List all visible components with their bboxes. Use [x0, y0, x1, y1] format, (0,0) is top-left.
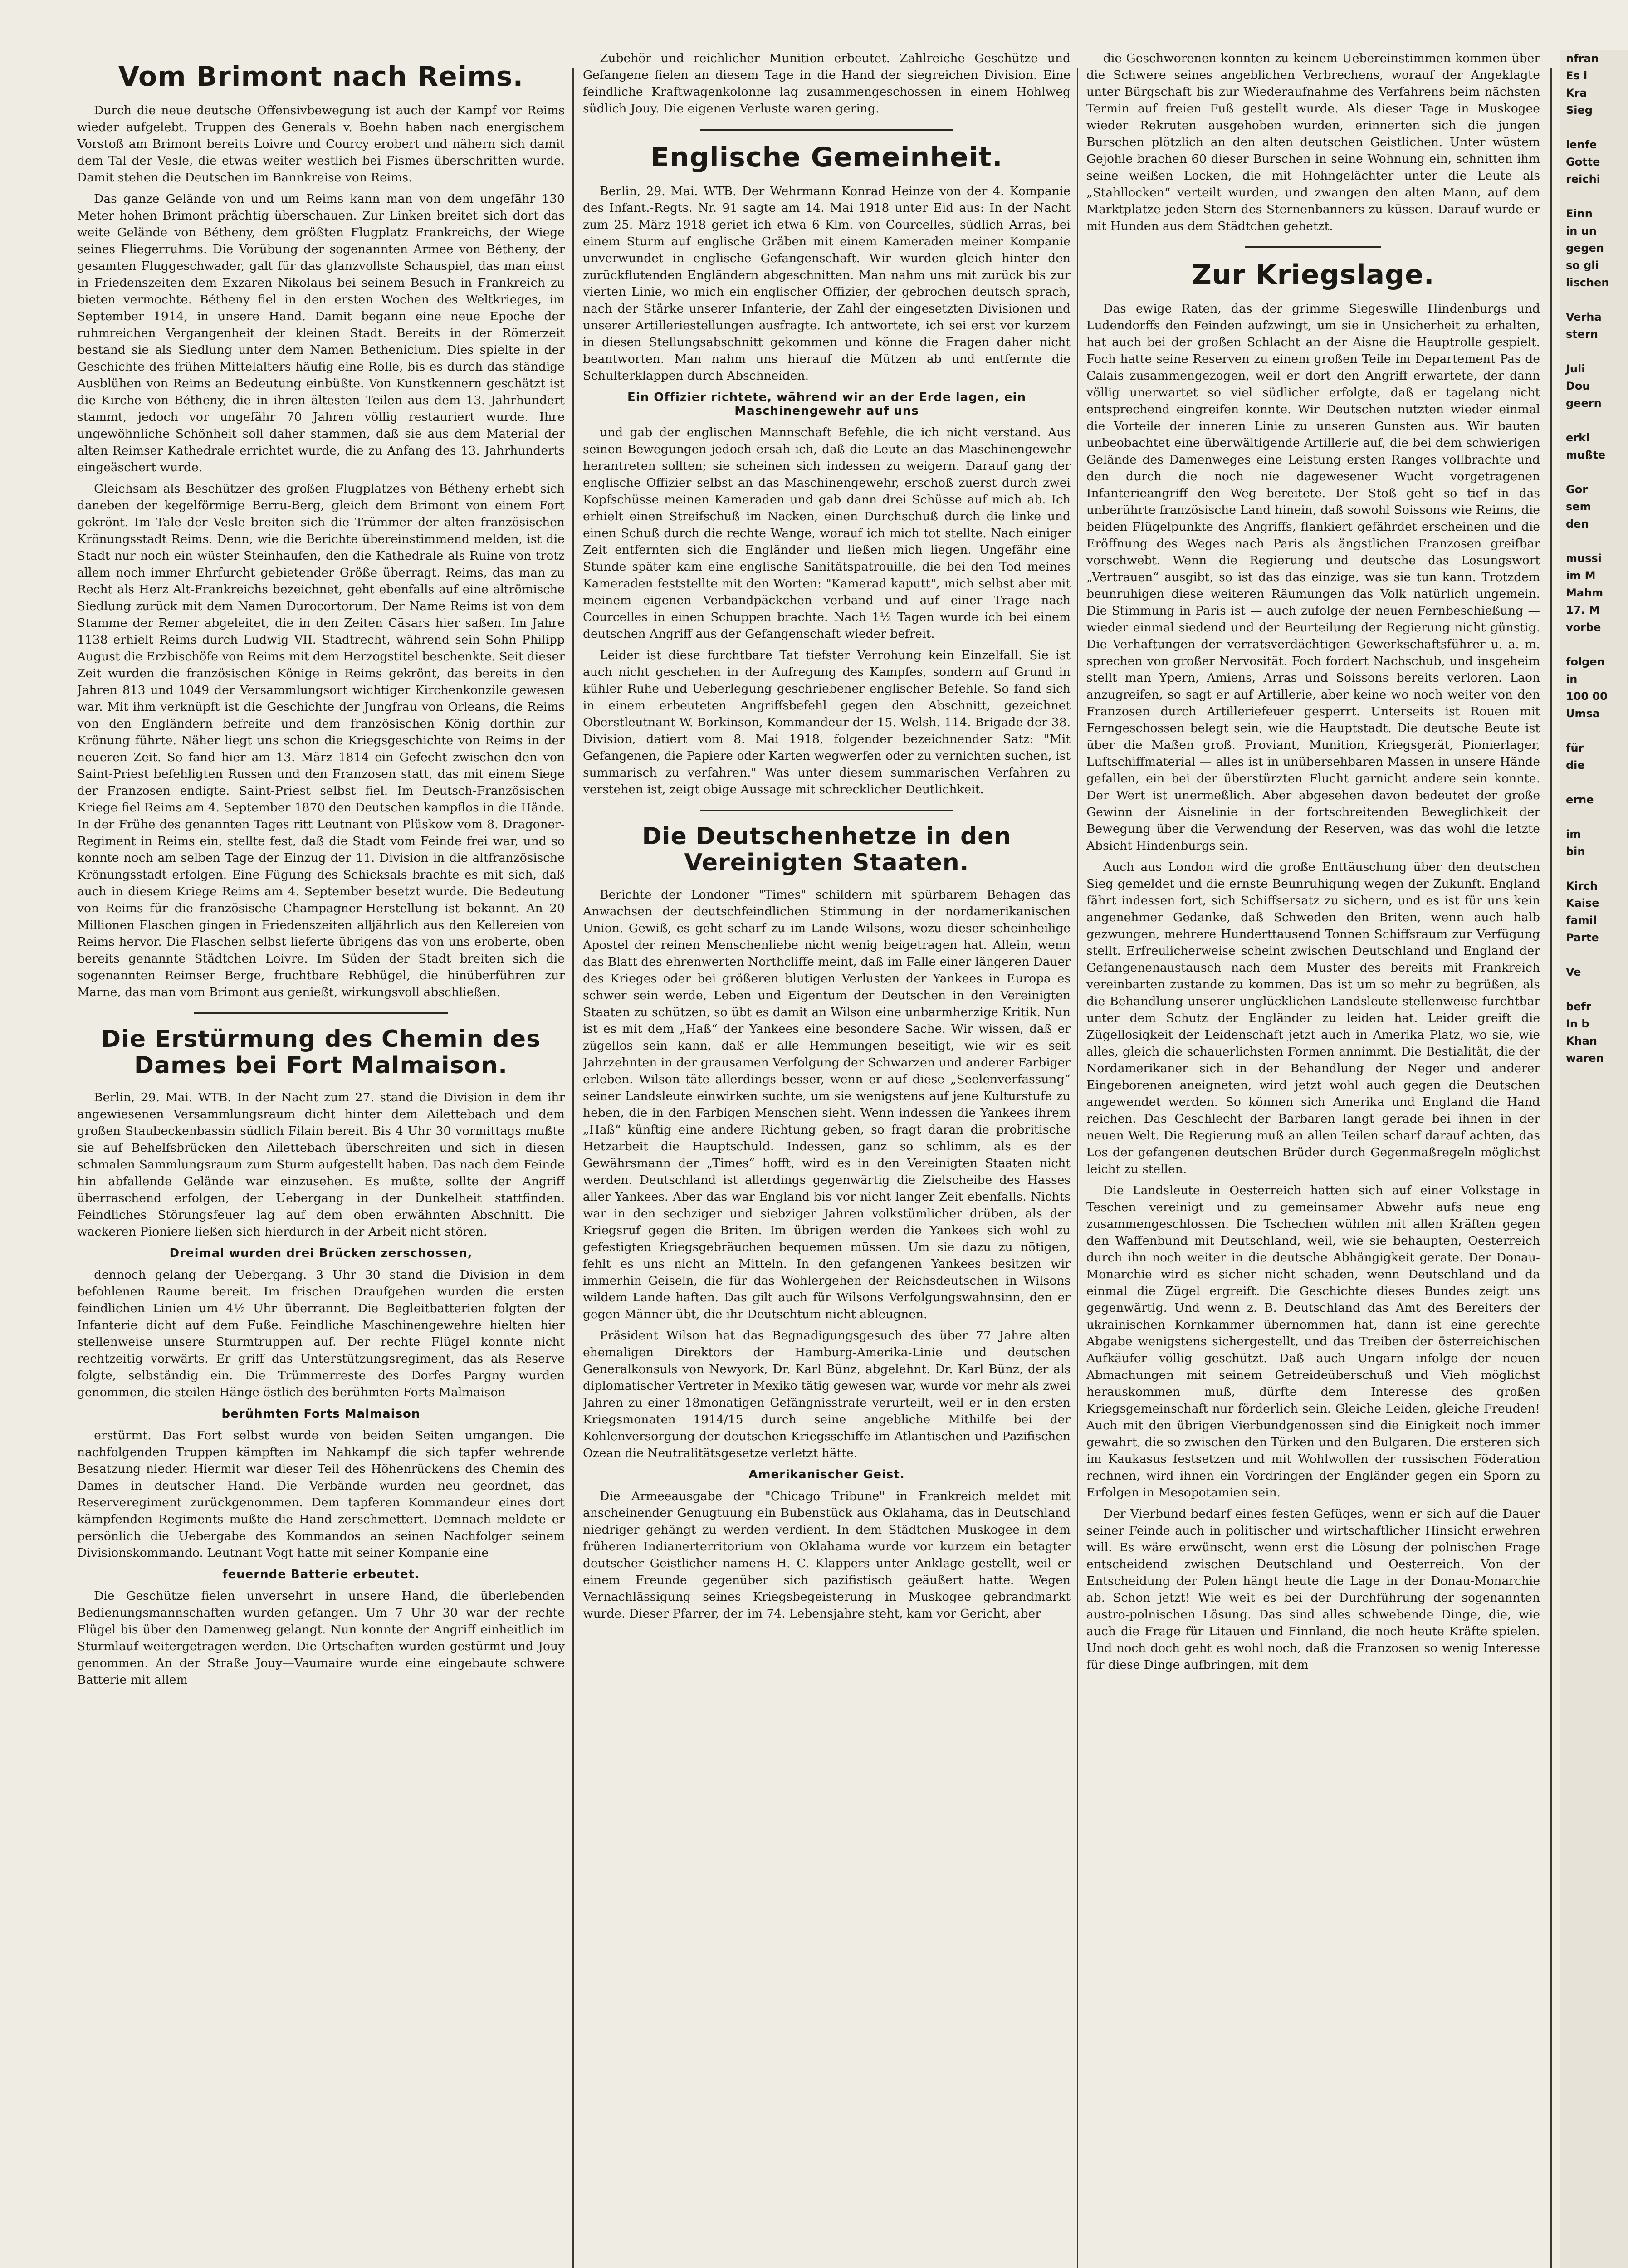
cutoff-line: Umsa	[1566, 707, 1600, 720]
cutoff-line: Gor	[1566, 483, 1588, 496]
cutoff-line: Gotte	[1566, 156, 1600, 168]
cutoff-line: Ve	[1566, 966, 1581, 978]
headline-englische-gemeinheit: Englische Gemeinheit.	[650, 142, 1003, 173]
cutoff-line	[1560, 412, 1628, 429]
cutoff-line: so gli	[1566, 259, 1599, 272]
cutoff-line	[1560, 981, 1628, 998]
cutoff-line: befr	[1566, 1000, 1591, 1013]
cutoff-line: folgen	[1566, 655, 1605, 668]
cutoff-line	[1560, 860, 1628, 877]
cutoff-line: Kra	[1566, 87, 1587, 99]
cutoff-line: waren	[1566, 1052, 1604, 1065]
column-4-cutoff	[1560, 50, 1628, 2268]
cutoff-line: Einn	[1566, 207, 1593, 220]
cutoff-line: Juli	[1566, 362, 1585, 375]
cutoff-line	[1560, 774, 1628, 791]
article-separator	[1245, 246, 1381, 248]
article-paragraph: Berlin, 29. Mai. WTB. Der Wehrmann Konrad Heinze von der 4. Kompanie des Infant.-Regts. Nr. 91 sagte am 14. Mai 1918 unter Eid aus: In der Nacht zum 25. März 1918 geriet ich etwa 6 Klm. von Courcelles, südlich Arras, bei einem Sturm auf englische Gräben mit einem Kameraden meiner Kompanie unverwundet in englische Gefangenschaft. Wir wurden gleich hinter den zurückflutenden Engländern abgeschnitten. Man nahm uns mit zurück bis zur vierten Linie, wo mich ein englischer Offizier, der gebrochen deutsch sprach, nach der Stärke unserer Infanterie, der Zahl der eingesetzten Divisionen und unserer Artilleriestellungen ausfragte. Ich antwortete, ich sei erst vor kurzem in diesen Stellungsabschnitt gekommen und könne die Fragen daher nicht beantworten. Man nahm uns hierauf die Mützen ab und entfernte die Schulterklappen durch Abschneiden.	[583, 184, 1071, 383]
cutoff-line: in	[1566, 673, 1578, 685]
cutoff-line	[1560, 636, 1628, 653]
cutoff-line	[1560, 533, 1628, 550]
cutoff-line: famil	[1566, 914, 1597, 927]
article-paragraph: Die Armeeausgabe der "Chicago Tribune" in Frankreich meldet mit anscheinender Genugtuung ein Bubenstück aus Oklahama, das in Deutschland niedriger gehängt zu werden verdient. In dem Städtchen Muskogee in dem früheren Indianerterritorium von Oklahama wurde vor kurzem ein betagter deutscher Geistlicher namens H. C. Klappers unter Anklage gestellt, weil er einem Freunde gegenüber sich pazifistisch geäußert hatte. Wegen Vernachlässigung seines Kriegsbegeisterung in Muskogee gebrandmarkt wurde. Dieser Pfarrer, der im 74. Lebensjahre steht, kam vor Gericht, aber	[583, 1489, 1071, 1621]
article-paragraph: Auch aus London wird die große Enttäuschung über den deutschen Sieg gemeldet und die ernste Beunruhigung wegen der Zukunft. England fährt indessen fort, sich Schiffsersatz zu sichern, und es ist für uns kein angenehmer Gedanke, daß Schweden den Briten, wenn auch halb gezwungen, mehrere Hunderttausend Tonnen Schiffsraum zur Verfügung stellt. Erfreulicherweise scheint zwischen Deutschland und England der Gefangenenaustausch nach dem Muster des bereits mit Frankreich vereinbarten zustande zu kommen. Das ist um so mehr zu begrüßen, als die Behandlung unserer unglücklichen Landsleute stellenweise furchtbar unter dem Schutz der Engländer zu leiden hat. Leider greift die Zügellosigkeit der Leidenschaft jetzt auch in Amerika Platz, wo sie, wie alles, gleich die schauerlichsten Formen annimmt. Die Bestialität, die der Nordamerikaner sich in der Behandlung der Neger und anderer Eingeborenen aneigneten, wird jetzt wohl auch gegen die Deutschen angewendet werden. So können sich Amerika und England die Hand reichen. Das Geschlecht der Barbaren langt gerade bei ihnen in der neuen Welt. Die Regierung muß an allen Teilen scharf darauf achten, das Los der gefangenen deutschen Brüder durch Gegenmaßregeln möglichst leicht zu stellen.	[1086, 860, 1540, 1177]
cutoff-line: Dou	[1566, 380, 1590, 392]
cutoff-line: lenfe	[1566, 138, 1597, 151]
headline-brimont-reims: Vom Brimont nach Reims.	[118, 61, 524, 93]
article-paragraph: Gleichsam als Beschützer des großen Flugplatzes von Bétheny erhebt sich daneben der kegelförmige Berru-Berg, gleich dem Brimont von einem Fort gekrönt. Im Tale der Vesle breiten sich die Trümmer der alten französischen Krönungsstadt Reims. Denn, wie die Berichte übereinstimmend melden, ist die Stadt nur noch ein wüster Steinhaufen, den die Kathedrale als Ruine von trotz allem noch immer Ehrfurcht gebietender Größe überragt. Reims, das man zu Recht als Herz Alt-Frankreichs bezeichnet, geht ebenfalls auf eine altrömische Siedlung zurück mit dem Namen Durocortorum. Der Name Reims ist von dem Stamme der Remer abgeleitet, die in den Zeiten Cäsars hier saßen. Im Jahre 1138 erhielt Reims durch Ludwig VII. Stadtrecht, während sein Sohn Philipp August die Erzbischöfe von Reims mit dem Herzogstitel beschenkte. Seit dieser Zeit wurden die französischen Könige in Reims gekrönt, das bereits in den Jahren 813 und 1049 der Versammlungsort wichtiger Kirchenkonzile gewesen war. Mit ihm verknüpft ist die Geschichte der Jungfrau von Orleans, die Reims von den Engländern befreite und dem französischen König dorthin zur Krönung führte. Näher liegt uns schon die Kriegsgeschichte von Reims in der neueren Zeit. So fand hier am 13. März 1814 ein Gefecht zwischen den von Saint-Priest befehligten Russen und den Franzosen statt, das mit einem Siege der Franzosen endigte. Saint-Priest selbst fiel. Im Deutsch-Französischen Kriege fiel Reims am 4. September 1870 den Deutschen kampflos in die Hände. In der Frühe des genannten Tages ritt Leutnant von Plüskow vom 8. Dragoner-Regiment in Reims ein, stellte fest, daß die Stadt vom Feinde frei war, und so konnte noch am selben Tage der Einzug der 11. Division in die altfranzösische Krönungsstadt erfolgen. Eine Fügung des Schicksals brachte es mit sich, daß auch in diesem Kriege Reims am 4. September besetzt wurde. Die Bedeutung von Reims für die französische Champagner-Herstellung ist bekannt. An 20 Millionen Flaschen gingen in Friedenszeiten alljährlich aus den Kellereien von Reims hervor. Die Flaschen selbst lieferte übrigens das von uns eroberte, oben bereits genannte Städtchen Loivre. Im Süden der Stadt breiten sich die sogenannten Reimser Berge, fruchtbare Rebhügel, die hinüberführen zur Marne, das man vom Brimont aus genießt, wirkungsvoll abschließen.	[77, 482, 565, 1000]
cutoff-line	[1560, 722, 1628, 739]
cutoff-line: In b	[1566, 1017, 1589, 1030]
cutoff-line: in un	[1566, 225, 1597, 237]
cutoff-line: Mahm	[1566, 587, 1604, 599]
headline-zur-kriegslage: Zur Kriegslage.	[1192, 259, 1435, 291]
cutoff-line: sem	[1566, 500, 1591, 513]
article-paragraph: Das ewige Raten, das der grimme Siegeswille Hindenburgs und Ludendorffs den Feinden aufzwingt, um sie in Unsicherheit zu erhalten, hat auch bei der großen Schlacht an der Aisne die Hauptrolle gespielt. Foch hatte seine Reserven zu einem großen Teile im Departement Pas de Calais zusammengezogen, weil er dort den Angriff erwartete, der dann völlig unerwartet so viel südlicher erfolgte, daß er tagelang nicht entsprechend eingreifen konnte. Wir Deutschen nutzten wieder einmal die Vorteile der inneren Linie zu unseren Gunsten aus. Wir bauten unbeobachtet eine überwältigende Artillerie auf, die bei dem schwierigen Gelände des Damenweges eine Leistung ersten Ranges vollbrachte und den durch die noch nie dagewesener Wucht vorgetragenen Infanterieangriff den Weg bereitete. Der Stoß geht so tief in das unberührte französische Land hinein, daß sowohl Soissons wie Reims, die beiden Flügelpunkte des Angriffs, flankiert gefährdet erscheinen und die Eröffnung des Weges nach Paris als ängstlichen Franzosen greifbar vorschwebt. Wenn die Regierung und deutsche das Losungswort „Vertrauen“ ausgibt, so ist das das einzige, was sie tun kann. Trotzdem beunruhigen diese weiteren Räumungen das Volk natürlich ungemein. Die Stimmung in Paris ist — auch zufolge der neuen Fernbeschießung — wieder einmal siedend und der Beurteilung der Regierung nicht günstig. Die Verhaftungen der verratsverdächtigen Gewerkschaftsführer u. a. m. sprechen von großer Nervosität. Foch fordert Nachschub, und insgeheim stellt man Ypern, Amiens, Arras und Soissons bereits verloren. Laon anzugreifen, so sagt er auf Artillerie, aber keine wo noch weiter von den Franzosen durch Artilleriefeuer gesperrt. Unterseits ist Rouen mit Ferngeschossen belegt sein, wie die Hauptstadt. Die deutsche Beute ist über die Maßen groß. Proviant, Munition, Kriegsgerät, Pionierlager, Luftschiffmaterial — alles ist in unübersehbaren Massen in unsere Hände gefallen, ein bei der überstürzten Flucht garnicht andere sein konnte. Der Wert ist unermeßlich. Aber abgesehen davon bedeutet der große Gewinn der Aisnelinie in der fortschreitenden Beweglichkeit der Bewegung über die Verwendung der Reserven, was das wohl die letzte Absicht Hindenburgs sein.	[1086, 302, 1540, 853]
column-3	[1086, 50, 1540, 2268]
cutoff-line: Es i	[1566, 69, 1588, 82]
article-separator	[194, 1012, 448, 1014]
cutoff-line: Parte	[1566, 931, 1599, 944]
cutoff-line: bin	[1566, 845, 1585, 858]
cutoff-line: 100 00	[1566, 690, 1608, 703]
headline-deutschenhetze: Die Deutschenhetze in den Vereinigten Staaten.	[642, 823, 1012, 877]
article-paragraph: Berlin, 29. Mai. WTB. In der Nacht zum 27. stand die Division in dem ihr angewiesenen Versammlungsraum dicht hinter dem Ailettebach und dem großen Staubeckenbassin südlich Filain bereit. Bis 4 Uhr 30 vormittags mußte sie auf Behelfsbrücken den Ailettebach überschreiten und sich in diesen schmalen Sammlungsraum zum Sturm aufgestellt haben. Das nach dem Feinde hin abfallende Gelände war einzusehen. Es mußte, sollte der Angriff überraschend erfolgen, der Uebergang in der Dunkelheit stattfinden. Feindliches Störungsfeuer lag auf dem oben erwähnten Abschnitt. Die wackeren Pioniere ließen sich hierdurch in der Arbeit nicht stören.	[77, 1090, 565, 1239]
cutoff-line: erne	[1566, 793, 1594, 806]
article-paragraph: Die Geschütze fielen unversehrt in unsere Hand, die überlebenden Bedienungsmannschaften wurden gefangen. Um 7 Uhr 30 war der rechte Flügel bis über den Damenweg gelangt. Nun konnte der Angriff einheitlich im Sturmlauf weitergetragen werden. Die Ortschaften wurden gestürmt und Jouy genommen. An der Straße Jouy—Vaumaire wurde eine eingebaute schwere Batterie mit allem	[77, 1589, 565, 1687]
cutoff-line: Khan	[1566, 1035, 1597, 1047]
cutoff-line: mussi	[1566, 552, 1602, 565]
cutoff-line: mußte	[1566, 449, 1606, 461]
article-paragraph: Der Vierbund bedarf eines festen Gefüges, wenn er sich auf die Dauer seiner Feinde auch in politischer und wirtschaftlicher Hinsicht erwehren will. Es wäre erwünscht, wenn erst die Lösung der polnischen Frage entscheidend zwischen Deutschland und Oesterreich. Von der Entscheidung der Polen hängt heute die Lage in der Donau-Monarchie ab. Schon jetzt! Wie weit es bei der Durchführung der sogenannten austro-polnischen Lösung. Das sind alles schwebende Dinge, die, wie auch die Frage für Litauen und Finnland, die noch heute Kräfte spielen. Und noch doch geht es wohl noch, daß die Franzosen so wenig Interesse für diese Dinge aufbringen, mit dem	[1086, 1507, 1540, 1672]
article-paragraph: Das ganze Gelände von und um Reims kann man von dem ungefähr 130 Meter hohen Brimont prächtig überschauen. Zur Linken breitet sich dort das weite Gelände von Bétheny, dem größten Flugplatz Frankreichs, der Wiege seines Fliegerruhms. Die Vorübung der sogenannten Armee von Bétheny, der gesamten Fluggeschwader, galt für das glanzvollste Schauspiel, das man einst in Friedenszeiten dem Exzaren Nikolaus bei seinem Besuch in Frankreich zu bieten vermochte. Bétheny fiel in den ersten Wochen des Weltkrieges, im September 1914, in unsere Hand. Damit begann eine neue Epoche der ruhmreichen Vergangenheit der kleinen Stadt. Bereits in der Römerzeit bestand sie als Siedlung unter dem Namen Bethenicium. Dies spielte in der Geschichte des frühen Mittelalters häufig eine Rolle, bis es durch das ständige Ausblühen von Reims an Bedeutung einbüßte. Von Kunstkennern geschätzt ist die Kirche von Bétheny, die in ihren ältesten Teilen aus dem 13. Jahrhundert stammt, jedoch vor ungefähr 70 Jahren völlig restauriert wurde. Ihre ungewöhnliche Schönheit soll daher stammen, daß sie aus dem Material der alten Reimser Kathedrale errichtet wurde, die zu Anfang des 13. Jahrhunderts eingeäschert wurde.	[77, 192, 565, 475]
article-separator	[700, 129, 953, 131]
cutoff-line: die	[1566, 759, 1585, 772]
cutoff-line	[1560, 946, 1628, 963]
cutoff-line: 17. M	[1566, 604, 1600, 616]
article-paragraph: Durch die neue deutsche Offensivbewegung ist auch der Kampf vor Reims wieder aufgelebt. Truppen des Generals v. Boehn haben nach energischem Vorstoß am Brimont bereits Loivre und Courcy erobert und nähern sich damit dem Tal der Vesle, die etwas weiter westlich bei Fismes überschritten wurde. Damit stehen die Deutschen im Bannkreise von Reims.	[77, 103, 565, 185]
cutoff-line	[1560, 808, 1628, 826]
cutoff-line: für	[1566, 742, 1584, 754]
column-rule	[1550, 68, 1552, 2268]
headline-chemin-des-dames: Die Erstürmung des Chemin des Dames bei Fort Malmaison.	[101, 1026, 541, 1080]
subheading: Dreimal wurden drei Brücken zerschossen,	[169, 1246, 473, 1260]
cutoff-line: vorbe	[1566, 621, 1601, 634]
article-paragraph: Die Landsleute in Oesterreich hatten sich auf einer Volkstage in Teschen vereinigt und zu gemeinsamer Abwehr aufs neue eng zusammengeschlossen. Die Tschechen wühlen mit allen Kräften gegen den Waffenbund mit Deutschland, weil, wie sie behaupten, Oesterreich durch ihn noch weiter in die deutsche Abhängigkeit gerate. Der Donau-Monarchie wird es sicher nicht schaden, wenn Deutschland und da einmal die Zügel ergreift. Die Geschichte dieses Bundes zeigt uns gegenwärtig. Und wenn z. B. Deutschland das Amt des Bereiters der ukrainischen Kornkammer übernommen hat, dann ist eine gerechte Abgabe wenigstens sichergestellt, und das Treiben der österreichischen Aufkäufer völlig geschützt. Daß auch Ungarn infolge der neuen Abmachungen mit seinem Getreideüberschuß und Vieh möglichst herauskommen muß, dürfte dem Interesse des großen Kriegsgemeinschaft nur förderlich sein. Gleiche Leiden, gleiche Freuden! Auch mit den übrigen Vierbundgenossen sind die Einigkeit noch immer gewahrt, die so zwischen den Türken und den Bulgaren. Die ersteren sich im Kaukasus festsetzen und mit Wohlwollen der russischen Föderation rechnen, wird ihnen ein Vordringen der Engländer gegen ein Sporn zu Erfolgen in Mesopotamien sein.	[1086, 1183, 1540, 1500]
subheading: Ein Offizier richtete, während wir an der Erde lagen, ein Maschinengewehr auf uns	[627, 391, 1026, 418]
cutoff-line: erkl	[1566, 431, 1590, 444]
cutoff-line	[1560, 291, 1628, 308]
cutoff-line: nfran	[1566, 52, 1599, 65]
cutoff-line	[1560, 343, 1628, 360]
column-1	[77, 50, 565, 2268]
cutoff-line: geern	[1566, 397, 1602, 410]
article-separator	[700, 810, 953, 811]
cutoff-line: Sieg	[1566, 104, 1593, 117]
article-paragraph: Präsident Wilson hat das Begnadigungsgesuch des über 77 Jahre alten ehemaligen Direktors der Hamburg-Amerika-Linie und deutschen Generalkonsuls von Newyork, Dr. Karl Bünz, abgelehnt. Dr. Karl Bünz, der als diplomatischer Vertreter in Mexiko tätig gewesen war, wurde vor mehr als zwei Jahren zu einer 18monatigen Gefängnisstrafe verurteilt, weil er in den ersten Kriegsmonaten 1914/15 durch seine angebliche Mithilfe bei der Kohlenversorgung der deutschen Kriegsschiffe im Atlantischen und Pazifischen Ozean die Neutralitätsgesetze verletzt hätte.	[583, 1328, 1071, 1460]
subheading: berühmten Forts Malmaison	[221, 1407, 420, 1421]
article-paragraph: erstürmt. Das Fort selbst wurde von beiden Seiten umgangen. Die nachfolgenden Truppen kämpften im Nahkampf die sich tapfer wehrende Besatzung nieder. Hiermit war dieser Teil des Höhenrückens des Chemin des Dames in deutscher Hand. Die Verbände wurden neu geordnet, das Reserveregiment zurückgenommen. Dem tapferen Kommandeur eines dort kämpfenden Regiments mußte die Hand zerschmettert. Demnach meldete er persönlich die Uebergabe des Kommandos an seinen Nachfolger seinem Divisionskommando. Leutnant Vogt hatte mit seiner Kompanie eine	[77, 1428, 565, 1560]
subheading: feuernde Batterie erbeutet.	[222, 1567, 420, 1581]
cutoff-line: den	[1566, 518, 1589, 530]
cutoff-line: reichi	[1566, 173, 1600, 186]
article-paragraph: und gab der englischen Mannschaft Befehle, die ich nicht verstand. Aus seinen Bewegungen jedoch ersah ich, daß die Leute an das Maschinengewehr herantreten sollten; sie scheinen sich indessen zu weigern. Darauf gang der englische Offizier selbst an das Maschinengewehr, erschoß zuerst durch zwei Kopfschüsse meinen Kameraden und gab dann drei Schüsse auf mich ab. Ich erhielt einen Streifschuß im Nacken, einen Durchschuß durch die linke und einen Schuß durch die rechte Wange, worauf ich mich tot stellte. Nach einiger Zeit entfernten sich die Engländer und ließen mich liegen. Ungefähr eine Stunde später kam eine englische Sanitätspatrouille, die bei den Tod meines Kameraden feststellte mit den Worten: "Kamerad kaputt", mich selbst aber mit meinem eigenen Verbandpäckchen verband und auf einer Trage nach Courcelles in einen Schuppen brachte. Nach 1½ Tagen wurde ich bei einem deutschen Angriff aus der Gefangenschaft wieder befreit.	[583, 425, 1071, 641]
cutoff-line	[1560, 464, 1628, 481]
article-paragraph: Zubehör und reichlicher Munition erbeutet. Zahlreiche Geschütze und Gefangene fielen an diesem Tage in die Hand der siegreichen Division. Eine feindliche Kraftwagenkolonne lag zusammengeschossen in einem Hohlweg südlich Jouy. Die eigenen Verluste waren gering.	[583, 51, 1071, 116]
column-rule	[1077, 68, 1078, 2268]
column-rule	[572, 68, 574, 2268]
cutoff-line	[1560, 119, 1628, 136]
cutoff-line: Kaise	[1566, 897, 1599, 909]
article-paragraph: Berichte der Londoner "Times" schildern mit spürbarem Behagen das Anwachsen der deutschfeindlichen Stimmung in der nordamerikanischen Union. Gewiß, es geht scharf zu im Lande Wilsons, wozu dieser scheinheilige Apostel der reinen Menschenliebe nicht wenig beigetragen hat. Allein, wenn das Blatt des ehrenwerten Northcliffe meint, daß im Falle einer längeren Dauer des Krieges oder bei größeren blutigen Verlusten der Yankees in Europa es schwer sein werde, Leben und Eigentum der Deutschen in den Vereinigten Staaten zu schützen, so übt es damit an Wilson eine unbarmherzige Kritik. Nun ist es mit dem „Haß“ der Yankees eine besondere Sache. Wir wissen, daß er zügellos sein kann, daß er alle Hemmungen beseitigt, wie wir es seit Jahrzehnten in der grausamen Verfolgung der Schwarzen und anderer Farbiger erleben. Wilson täte allerdings besser, wenn er auf diese „Seelenverfassung“ seiner Landsleute einwirken suchte, um sie wenigstens auf jene Kulturstufe zu heben, die in den Farbigen Menschen sieht. Wenn indessen die Yankees ihrem „Haß“ künftig eine andere Richtung geben, so fragt daran die probritische Hetzarbeit die Hauptschuld. Indessen, ganz so schlimm, als es der Gewährsmann der „Times“ hofft, wird es in den Vereinigten Staaten nicht werden. Deutschland ist allerdings gegenwärtig die Zielscheibe des Hasses aller Yankees. Aber das war England bis vor nicht langer Zeit ebenfalls. Nichts war in den sechziger und siebziger Jahren volkstümlicher drüben, als der Kriegsruf gegen die Briten. Im übrigen werden die Yankees sich wohl zu gefestigten Kriegsgebräuchen bequemen müssen. Um sie dazu zu nötigen, fehlt es uns nicht an Mitteln. In den gefangenen Yankees besitzen wir immerhin Geiseln, die für das Wohlergehen der Reichsdeutschen in Wilsons wildem Lande haften. Das gilt auch für Wilsons Verfolgungswahnsinn, den er gegen Männer übt, die ihr Deutschtum nicht ableugnen.	[583, 887, 1071, 1321]
article-paragraph: Leider ist diese furchtbare Tat tiefster Verrohung kein Einzelfall. Sie ist auch nicht geschehen in der Aufregung des Kampfes, sondern auf Grund in kühler Ruhe und Ueberlegung geschriebener englischer Befehle. So fand sich in einem erbeuteten Angriffsbefehl gegen den Abschnitt, gezeichnet Oberstleutnant W. Borkinson, Kommandeur der 15. Welsh. 114. Brigade der 38. Division, datiert vom 8. Mai 1918, folgender bezeichnender Satz: "Mit Gefangenen, die Papiere oder Karten wegwerfen oder zu vernichten suchen, ist summarisch zu verfahren." Was unter diesem summarischen Verfahren zu verstehen ist, zeigt obige Aussage mit schrecklicher Deutlichkeit.	[583, 648, 1071, 797]
cutoff-line: im	[1566, 828, 1581, 841]
column-2	[583, 50, 1071, 2268]
cutoff-line: gegen	[1566, 242, 1604, 254]
cutoff-line: Kirch	[1566, 880, 1598, 892]
cutoff-line: im M	[1566, 569, 1596, 582]
cutoff-line: Verha	[1566, 311, 1602, 323]
cutoff-line: lischen	[1566, 276, 1609, 289]
article-paragraph: die Geschworenen konnten zu keinem Uebereinstimmen kommen über die Schwere seines angeblichen Verbrechens, worauf der Angeklagte unter Bürgschaft bis zur Wiederaufnahme des Verfahrens beim nächsten Termin auf freien Fuß gestellt wurde. Als dieser Tage in Muskogee wieder Rekruten ausgehoben wurden, erinnerten sich die jungen Burschen plötzlich an den alten deutschen Geistlichen. Unter wüstem Gejohle brachen 60 dieser Burschen in seine Wohnung ein, schnitten ihm seine weißen Locken, die mit Hohngelächter unter die Leute als „Stahllocken“ verteilt wurden, und zwangen den alten Mann, auf dem Marktplatze jeden Stern des Sternenbanners zu küssen. Darauf wurde er mit Hunden aus dem Städtchen gehetzt.	[1086, 51, 1540, 233]
cutoff-line: stern	[1566, 328, 1598, 341]
article-paragraph: dennoch gelang der Uebergang. 3 Uhr 30 stand die Division in dem befohlenen Raume bereit. Im frischen Draufgehen wurden die ersten feindlichen Linien um 4½ Uhr überrannt. Die Begleitbatterien folgten der Infanterie dicht auf dem Fuße. Feindliche Maschinengewehre hielten hier stellenweise unsere Sturmtruppen auf. Der rechte Flügel konnte nicht rechtzeitig vorwärts. Er griff das Unterstützungsregiment, das als Reserve folgte, selbständig ein. Die Trümmerreste des Dorfes Pargny wurden genommen, die steilen Hänge östlich des berühmten Forts Malmaison	[77, 1267, 565, 1399]
subheading: Amerikanischer Geist.	[748, 1467, 905, 1481]
cutoff-line	[1560, 188, 1628, 205]
